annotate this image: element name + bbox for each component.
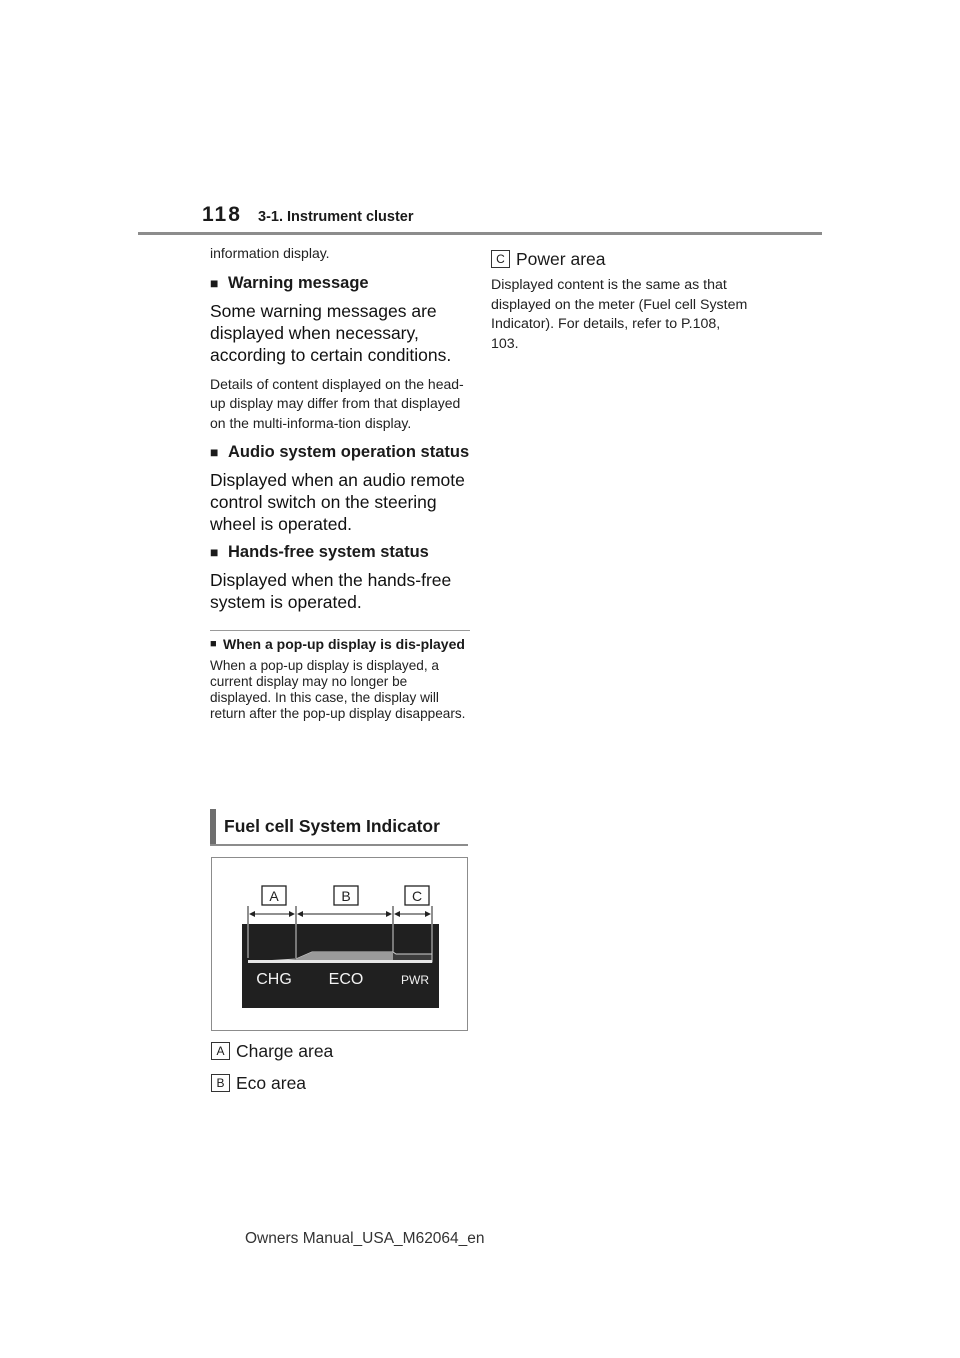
audio-body: Displayed when an audio remote control switch on the steering wheel is operated. <box>210 470 465 534</box>
warning-detail: Details of content displayed on the head-up display may differ from that displayed on the multi-informa-tion display. <box>210 375 464 431</box>
fuel-cell-section-heading <box>210 809 468 846</box>
indicator-panel <box>242 924 439 1008</box>
zone-label-pwr: PWR <box>401 973 429 987</box>
intro-text: information display. <box>210 245 330 261</box>
right-column <box>491 248 751 354</box>
legend-key-a: A <box>211 1042 230 1060</box>
fuel-cell-heading-label: Fuel cell System Indicator <box>224 816 440 836</box>
footer-manual-id: Owners Manual_USA_M62064_en <box>245 1230 485 1247</box>
legend-item-b <box>211 1072 306 1094</box>
legend-key-b: B <box>211 1074 230 1092</box>
zone-label-eco: ECO <box>328 971 364 988</box>
handsfree-body: Displayed when the hands-free system is operated. <box>210 570 452 612</box>
note-divider <box>210 630 470 631</box>
handsfree-heading <box>210 542 470 563</box>
gauge-baseline <box>248 960 432 963</box>
legend-item-a <box>211 1040 333 1062</box>
header-rule <box>138 232 822 235</box>
indicator-diagram <box>212 858 467 1030</box>
square-bullet-icon: ■ <box>210 444 219 460</box>
legend-item-c <box>491 248 751 270</box>
warning-title: Warning message <box>228 273 369 292</box>
page-number: 118 <box>202 203 242 226</box>
warning-body: Some warning messages are displayed when necessary, according to certain conditions. <box>210 300 452 365</box>
legend-label-b: Eco area <box>236 1073 307 1093</box>
legend-label-c: Power area <box>516 249 606 269</box>
handsfree-title: Hands-free system status <box>228 543 429 561</box>
warning-heading <box>210 273 470 294</box>
legend-key-c: C <box>491 250 510 268</box>
left-column <box>210 244 470 722</box>
callout-c-text: C <box>411 888 423 904</box>
square-bullet-icon: ■ <box>210 638 217 650</box>
callout-b-text: B <box>341 888 351 904</box>
note-body: When a pop-up display is displayed, a current display may no longer be displayed. In this case, the display will return after the pop-up display disappears. <box>210 658 466 721</box>
zone-label-chg: CHG <box>256 971 292 988</box>
note-title: When a pop-up display is dis-played <box>223 636 465 652</box>
fuel-cell-indicator-figure <box>211 857 468 1031</box>
square-bullet-icon: ■ <box>210 274 219 291</box>
section-title: 3-1. Instrument cluster <box>258 209 414 225</box>
audio-heading <box>210 442 470 463</box>
square-bullet-icon: ■ <box>210 544 219 560</box>
audio-title: Audio system operation status <box>228 443 470 461</box>
note-heading <box>210 636 470 652</box>
power-detail: Displayed content is the same as that displayed on the meter (Fuel cell System Indicator). For details, refer to P.108, 103. <box>491 277 748 352</box>
heading-accent-bar <box>210 809 216 844</box>
callout-a-text: A <box>269 888 279 904</box>
legend-label-a: Charge area <box>236 1041 334 1061</box>
